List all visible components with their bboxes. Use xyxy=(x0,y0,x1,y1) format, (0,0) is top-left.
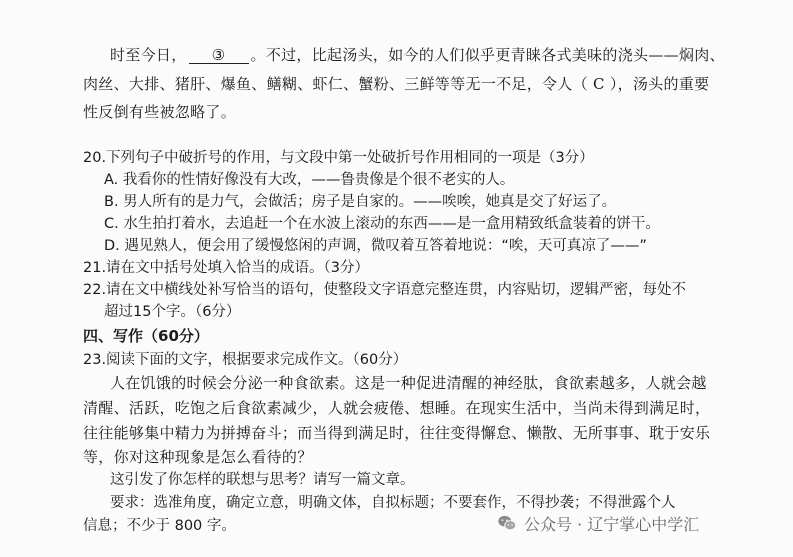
q22-line-2: 超过15个字。（6分） xyxy=(104,304,241,320)
passage-text: 时至今日， xyxy=(110,46,187,64)
passage-text: 。不过，比起汤头，如今的人们似乎更青睐各式美味的浇头——焖肉、 xyxy=(250,46,725,64)
fill-blank-3: ③ xyxy=(189,47,249,64)
q23-requirements-line-2: 信息；不少于 800 字。 xyxy=(83,518,236,534)
q20-option-b: B. 男人所有的是力气，会做活；房子是自家的。——唉唉，她真是交了好运了。 xyxy=(104,194,617,210)
watermark xyxy=(496,509,699,537)
passage-line-1 xyxy=(110,45,725,65)
passage-line-3: 性反倒有些被忽略了。 xyxy=(83,103,237,121)
section-heading-writing: 四、写作（60分） xyxy=(83,327,209,345)
q20-stem: 20.下列句子中破折号的作用，与文段中第一处破折号作用相同的一项是（3分） xyxy=(83,150,594,166)
q21-stem: 21.请在文中括号处填入恰当的成语。（3分） xyxy=(83,260,370,276)
q23-material-line-1: 人在饥饿的时候会分泌一种食欲素。这是一种促进清醒的神经肽，食欲素越多，人就会越 xyxy=(110,374,707,392)
q20-option-d: D. 遇见熟人，便会用了缓慢悠闲的声调，微叹着互答着地说：“唉，天可真凉了——” xyxy=(104,238,647,254)
wechat-icon xyxy=(496,512,518,534)
q20-option-c: C. 水生拍打着水，去追赶一个在水波上滚动的东西——是一盒用精致纸盒装着的饼干。 xyxy=(104,216,660,232)
q23-requirements-line-1: 要求：选准角度，确定立意，明确文体，自拟标题；不要套作，不得抄袭；不得泄露个人 xyxy=(110,495,676,511)
passage-line-2: 肉丝、大排、猪肝、爆鱼、鳝糊、虾仁、蟹粉、三鲜等等无一不足，令人（ C ），汤头的重要 xyxy=(83,75,710,93)
q22-line-1: 22.请在文中横线处补写恰当的语句，使整段文字语意完整连贯，内容贴切，逻辑严密，每处不 xyxy=(83,282,687,298)
q23-material-line-2: 清醒、活跃，吃饱之后食欲素减少，人就会疲倦、想睡。在现实生活中，当尚未得到满足时， xyxy=(83,399,711,417)
q23-stem: 23.阅读下面的文字，根据要求完成作文。（60分） xyxy=(83,352,408,368)
q23-prompt: 这引发了你怎样的联想与思考？请写一篇文章。 xyxy=(110,472,415,488)
q23-material-line-4: 等，你对这种现象是怎么看待的？ xyxy=(83,448,313,466)
q23-material-line-3: 往往能够集中精力为拼搏奋斗；而当得到满足时，往往变得懈怠、懒散、无所事事、耽于安乐 xyxy=(83,424,711,442)
watermark-text: 公众号 · 辽宁掌心中学汇 xyxy=(524,514,700,534)
q20-option-a: A. 我看你的性情好像没有大改，——鲁贵像是个很不老实的人。 xyxy=(104,172,515,188)
